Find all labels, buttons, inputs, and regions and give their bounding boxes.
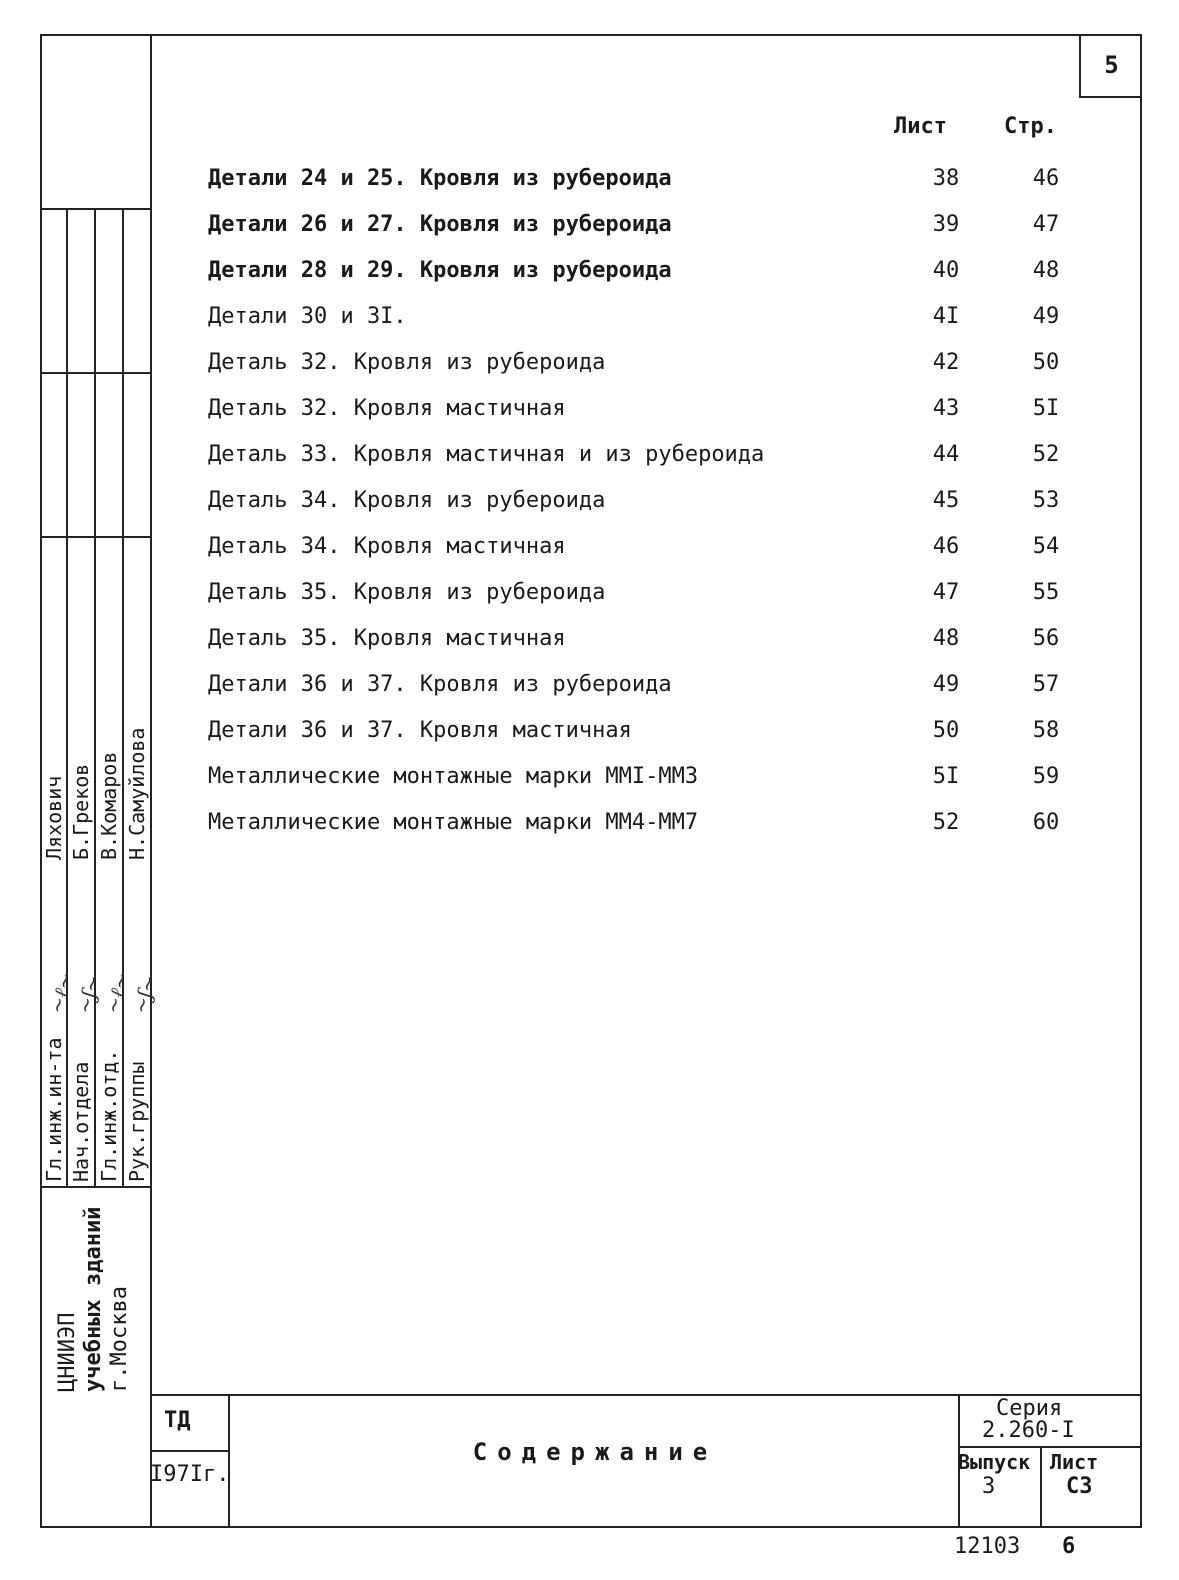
toc-page: 53 [1032, 488, 1060, 513]
toc-row [208, 442, 1088, 488]
toc-row [208, 258, 1088, 304]
toc-sheet: 43 [932, 396, 960, 421]
toc-title: Детали 28 и 29. Кровля из рубероида [208, 258, 672, 283]
sheet-label: Лист [1050, 1450, 1099, 1474]
toc-title: Деталь 35. Кровля из рубероида [208, 580, 606, 605]
title-block-divider [150, 1450, 230, 1452]
toc-title: Деталь 32. Кровля мастичная [208, 396, 566, 421]
title-block-divider [958, 1446, 1142, 1448]
stamp-position: Гл.инж.отд. [97, 1049, 121, 1182]
stamp-name: Б.Греков [69, 763, 93, 860]
toc-row [208, 626, 1088, 672]
toc-sheet: 5I [932, 764, 960, 789]
stamp-name: В.Комаров [97, 751, 121, 860]
toc-row [208, 212, 1088, 258]
page-column-header: Стр. [1004, 114, 1057, 139]
toc-sheet: 52 [932, 810, 960, 835]
toc-page: 48 [1032, 258, 1060, 283]
toc-page: 57 [1032, 672, 1060, 697]
toc-page: 56 [1032, 626, 1060, 651]
stamp-divider [40, 536, 152, 538]
signature-mark: ~ʃ~ [72, 972, 106, 1017]
document-code: ТД [164, 1408, 191, 1433]
title-block-divider [1040, 1446, 1042, 1528]
signature-mark: ~ℓ~ [44, 969, 79, 1017]
toc-sheet: 44 [932, 442, 960, 467]
toc-sheet: 39 [932, 212, 960, 237]
toc-page: 52 [1032, 442, 1060, 467]
toc-page: 60 [1032, 810, 1060, 835]
document-year: I97Iг. [150, 1462, 230, 1487]
toc-page: 59 [1032, 764, 1060, 789]
toc-page: 46 [1032, 166, 1060, 191]
toc-page: 58 [1032, 718, 1060, 743]
issue-label: Выпуск [958, 1450, 1031, 1474]
toc-sheet: 48 [932, 626, 960, 651]
toc-sheet: 46 [932, 534, 960, 559]
series-value: 2.260-I [982, 1418, 1075, 1443]
toc-title: Деталь 32. Кровля из рубероида [208, 350, 606, 375]
organization-line: ЦНИИЭП [55, 1312, 80, 1392]
stamp-divider [122, 208, 124, 1186]
toc-title: Деталь 34. Кровля мастичная [208, 534, 566, 559]
sheet-column-header: Лист [894, 114, 947, 139]
toc-row [208, 488, 1088, 534]
toc-row [208, 718, 1088, 764]
toc-sheet: 45 [932, 488, 960, 513]
issue-value: 3 [982, 1474, 996, 1499]
toc-page: 49 [1032, 304, 1060, 329]
toc-title: Детали 24 и 25. Кровля из рубероида [208, 166, 672, 191]
stamp-name: Н.Самуйлова [125, 727, 149, 860]
signature-mark: ~ℓ~ [100, 969, 135, 1017]
toc-title: Металлические монтажные марки ММ4-ММ7 [208, 810, 699, 835]
toc-sheet: 40 [932, 258, 960, 283]
toc-title: Деталь 33. Кровля мастичная и из рубероида [208, 442, 765, 467]
stamp-position: Нач.отдела [69, 1061, 93, 1182]
toc-row [208, 764, 1088, 810]
sheet-number: 5 [1079, 34, 1142, 98]
toc-title: Металлические монтажные марки ММI-ММ3 [208, 764, 699, 789]
sheet-value: С3 [1066, 1474, 1093, 1499]
toc-title: Детали 36 и 37. Кровля из рубероида [208, 672, 672, 697]
toc-row [208, 580, 1088, 626]
stamp-position: Гл.инж.ин-та [42, 1037, 66, 1182]
stamp-divider [66, 208, 68, 1186]
stamp-divider [94, 208, 96, 1186]
toc-row [208, 350, 1088, 396]
toc-page: 5I [1032, 396, 1060, 421]
toc-title: Детали 30 и 3I. [208, 304, 407, 329]
stamp-divider [40, 372, 152, 374]
toc-row [208, 166, 1088, 212]
toc-title: Деталь 35. Кровля мастичная [208, 626, 566, 651]
toc-sheet: 50 [932, 718, 960, 743]
stamp-divider [40, 208, 152, 210]
toc-page: 55 [1032, 580, 1060, 605]
toc-row [208, 672, 1088, 718]
series-label: Серия [996, 1396, 1063, 1421]
stamp-divider [40, 1186, 152, 1188]
footer-page-number: 6 [1062, 1534, 1076, 1559]
title-block-top-line [150, 1394, 1142, 1396]
toc-sheet: 38 [932, 166, 960, 191]
archive-number: 12103 [954, 1534, 1021, 1559]
document-title: Содержание [472, 1438, 718, 1466]
toc-row [208, 396, 1088, 442]
toc-row [208, 304, 1088, 350]
organization-line: г.Москва [107, 1286, 132, 1392]
toc-row [208, 810, 1088, 856]
toc-row [208, 534, 1088, 580]
toc-sheet: 47 [932, 580, 960, 605]
toc-page: 50 [1032, 350, 1060, 375]
organization-line: учебных зданий [81, 1206, 106, 1392]
toc-sheet: 49 [932, 672, 960, 697]
stamp-name: Ляхович [42, 775, 66, 860]
toc-sheet: 42 [932, 350, 960, 375]
toc-title: Деталь 34. Кровля из рубероида [208, 488, 606, 513]
toc-page: 47 [1032, 212, 1060, 237]
toc-title: Детали 26 и 27. Кровля из рубероида [208, 212, 672, 237]
toc-page: 54 [1032, 534, 1060, 559]
signature-mark: ~ʃ~ [128, 972, 162, 1017]
toc-sheet: 4I [932, 304, 960, 329]
toc-title: Детали 36 и 37. Кровля мастичная [208, 718, 632, 743]
stamp-position: Рук.группы [125, 1061, 149, 1182]
